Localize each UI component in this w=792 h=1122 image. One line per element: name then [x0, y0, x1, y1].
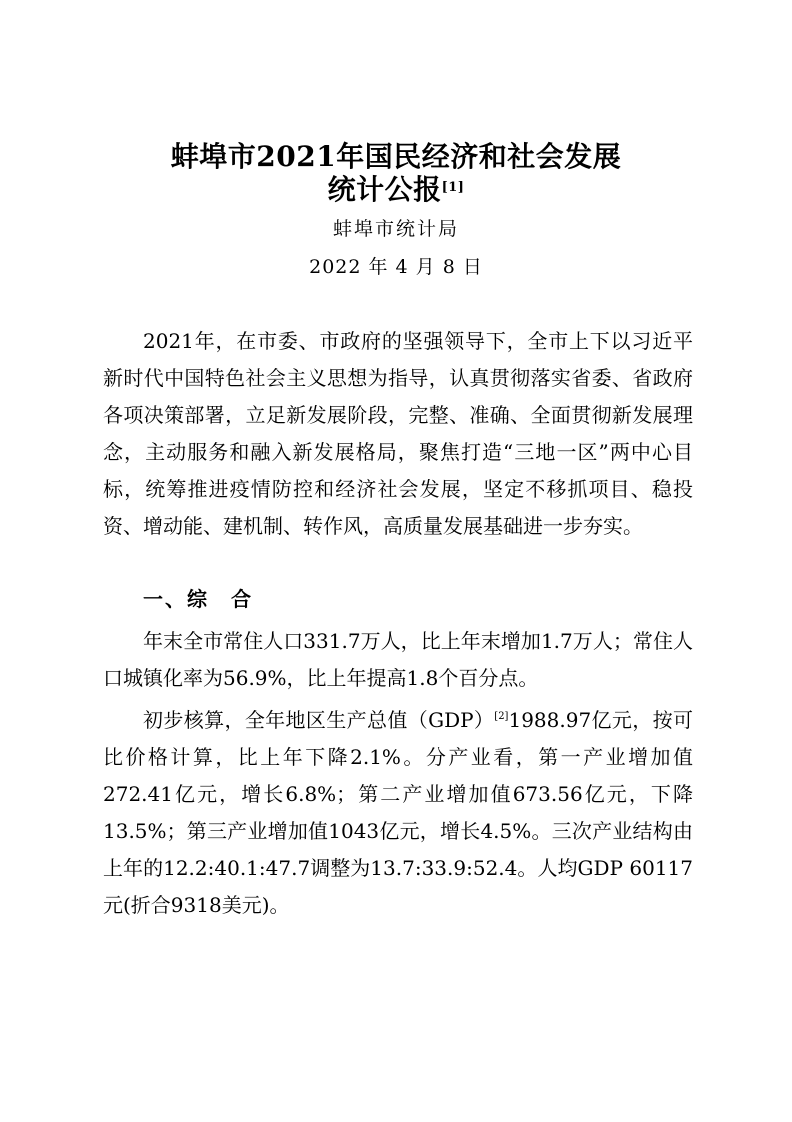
document-title-line-2 [0, 173, 792, 207]
population-paragraph-block [103, 623, 693, 697]
gdp-paragraph-block [103, 702, 693, 924]
intro-paragraph: 2021年，在市委、市政府的坚强领导下，全市上下以习近平新时代中国特色社会主义思想为指导，认真贯彻落实省委、省政府各项决策部署，立足新发展阶段，完整、准确、全面贯彻新发展理念，主动服务和融入新发展格局，聚焦打造“三地一区”两中心目标，统筹推进疫情防控和经济社会发展，坚定不移抓项目、稳投资、增动能、建机制、转作风，高质量发展基础进一步夯实。 [103, 329, 693, 538]
gdp-footnote-marker: [2] [494, 711, 509, 722]
title-line-1: 蚌埠市2021年国民经济和社会发展 [170, 140, 622, 173]
gdp-text-part-2: 1988.97亿元，按可比价格计算，比上年下降2.1%。分产业看，第一产业增加值272.41亿元，增长6.8%；第二产业增加值673.56亿元，下降13.5%；第三产业增加值1043亿元，增长4.5%。三次产业结构由上年的12.2:40.1:47.7调整为13.7:33.9:52.4。人均GDP 60117元(折合9318美元)。 [103, 708, 693, 917]
title-line-2-text: 统计公报 [327, 173, 442, 206]
document-title [0, 140, 792, 174]
publish-date: 2022 年 4 月 8 日 [309, 256, 483, 278]
title-footnote-marker: [1] [441, 180, 465, 195]
population-paragraph: 年末全市常住人口331.7万人，比上年末增加1.7万人；常住人口城镇化率为56.9%，比上年提高1.8个百分点。 [103, 629, 693, 690]
section-heading-overview: 一、综 合 [143, 587, 253, 611]
intro-paragraph-block [103, 323, 693, 545]
gdp-text-part-1: 初步核算，全年地区生产总值（GDP） [143, 708, 495, 732]
author: 蚌埠市统计局 [332, 218, 459, 240]
gdp-paragraph [103, 702, 693, 924]
